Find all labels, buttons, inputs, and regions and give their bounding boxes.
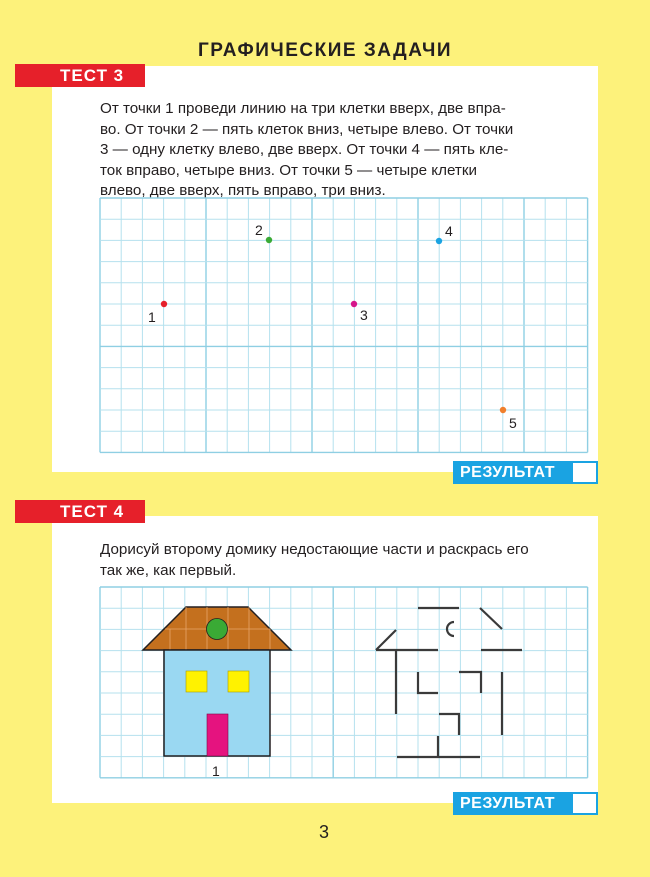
task-line: влево, две вверх, пять вправо, три вниз.: [100, 182, 386, 199]
window-right: [228, 671, 249, 692]
door: [207, 714, 228, 756]
svg-text:3: 3: [360, 307, 368, 323]
house-1: [143, 607, 291, 779]
task-line: во. От точки 2 — пять клеток вниз, четыре влево. От точки: [100, 120, 514, 138]
window-left: [186, 671, 207, 692]
roof-circle: [207, 619, 228, 640]
test4-result[interactable]: [453, 792, 598, 815]
test3-tag: ТЕСТ 3: [15, 64, 145, 87]
svg-text:1: 1: [148, 309, 156, 325]
page-title: ГРАФИЧЕСКИЕ ЗАДАЧИ: [198, 40, 452, 61]
house-2-partial[interactable]: [376, 608, 522, 757]
task-line: 3 — одну клетку влево, две вверх. От точки 4 — пять кле-: [100, 141, 509, 158]
test4-tag: ТЕСТ 4: [15, 500, 145, 523]
task-line: так же, как первый.: [100, 561, 237, 579]
task-line: Дорисуй второму домику недостающие части и раскрась его: [100, 541, 529, 558]
task-line: От точки 1 проведи линию на три клетки вверх, две впра-: [100, 100, 506, 117]
svg-text:5: 5: [509, 415, 517, 431]
page-number: 3: [318, 822, 329, 842]
task-line: ток вправо, четыре вниз. От точки 5 — четыре клетки: [100, 161, 478, 179]
result-checkbox[interactable]: [573, 794, 596, 813]
svg-text:1: 1: [212, 763, 220, 779]
result-label: РЕЗУЛЬТАТ: [460, 464, 556, 481]
svg-text:4: 4: [445, 223, 453, 239]
svg-text:2: 2: [255, 222, 263, 238]
result-label: РЕЗУЛЬТАТ: [460, 795, 556, 812]
